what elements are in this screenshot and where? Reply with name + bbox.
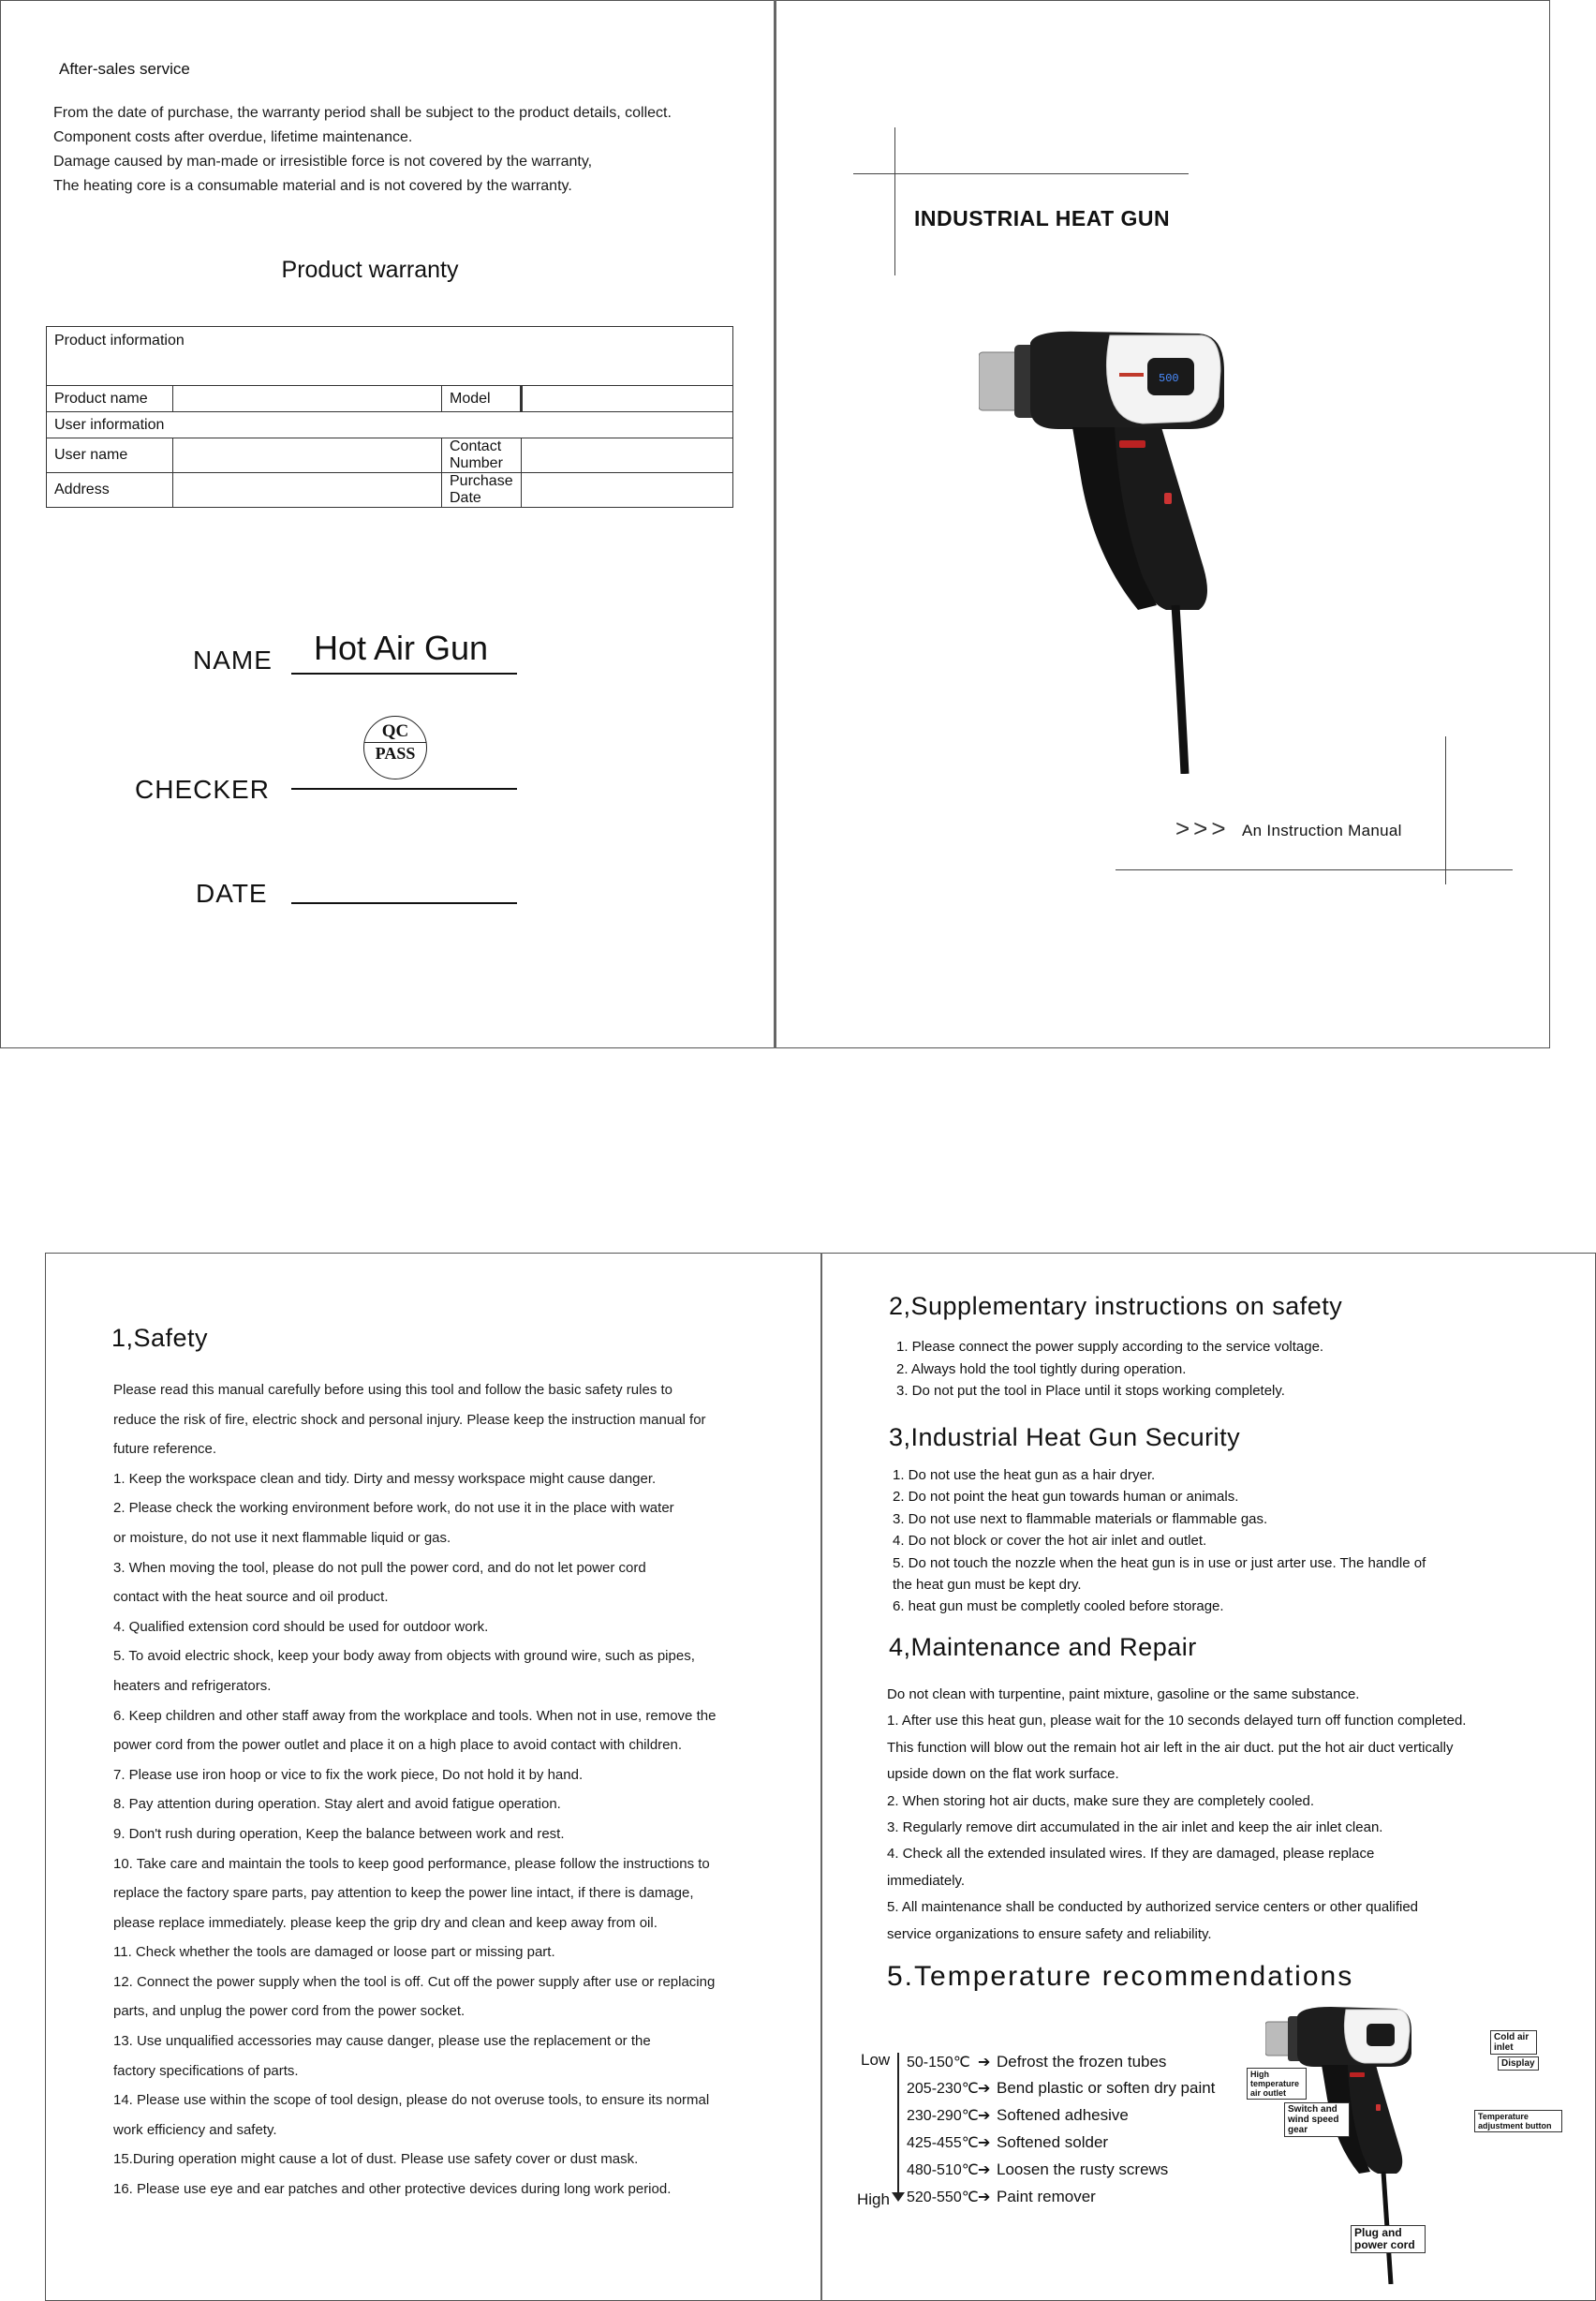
checker-line <box>291 788 517 790</box>
address-label: Address <box>47 473 173 508</box>
arrow-icon: ➔ <box>978 2162 991 2178</box>
temp-button <box>1164 493 1172 504</box>
temp-row: 425-455℃➔ Softened solder <box>907 2133 1109 2151</box>
switch-gear-callout: Switch and wind speed gear <box>1284 2102 1350 2137</box>
fold-line-top <box>774 0 776 1048</box>
display-panel <box>1367 2024 1395 2046</box>
after-sales-text: From the date of purchase, the warranty period shall be subject to the product details, collect. Component costs after overdue, lifetime maintenance. Damage caused by man-made or irresistible force is not covered by the warranty, The heating core is a consumable material and is not covered by the warranty. <box>53 105 672 194</box>
safety-title: 1,Safety <box>111 1324 209 1352</box>
pass-text: PASS <box>375 744 416 763</box>
safety-line: power cord from the power outlet and place it on a high place to avoid contact with children. <box>113 1737 683 1754</box>
trigger-switch <box>1119 440 1145 448</box>
maintenance-text: Do not clean with turpentine, paint mixture, gasoline or the same substance. 1. After use this heat gun, please wait for the 10 seconds delayed turn off function completed. This function will blow out the remain hot air left in the air duct. put the hot air duct vertically upside down on the flat work surface. 2. When storing hot air ducts, make sure they are completely cooled. 3. Regularly remove dirt accumulated in the air inlet and keep the air inlet clean. 4. Check all the extended insulated wires. If they are damaged, please replace immediately. 5. All maintenance shall be conducted by authorized service centers or other qualified service organizations to ensure safety and reliability. <box>887 1686 1467 1942</box>
temp-row: 520-550℃➔ Paint remover <box>907 2188 1096 2205</box>
scale-arrow-icon <box>892 2192 905 2202</box>
supplementary-title: 2,Supplementary instructions on safety <box>889 1292 1343 1320</box>
safety-line: 5. To avoid electric shock, keep your body away from objects with ground wire, such as pipes, <box>113 1648 695 1665</box>
safety-line: 11. Check whether the tools are damaged or loose part or missing part. <box>113 1944 555 1961</box>
maintenance-title: 4,Maintenance and Repair <box>889 1633 1197 1661</box>
safety-line: 16. Please use eye and ear patches and other protective devices during long work period. <box>113 2181 672 2198</box>
user-name-label: User name <box>47 438 173 473</box>
crosshair-v-top <box>894 127 895 275</box>
cover-panel <box>774 0 1550 1048</box>
temp-button <box>1376 2104 1381 2111</box>
safety-line: 15.During operation might cause a lot of dust. Please use safety cover or dust mask. <box>113 2151 639 2168</box>
power-cord <box>1175 605 1185 774</box>
warranty-title: Product warranty <box>281 257 459 283</box>
temp-row: 480-510℃➔ Loosen the rusty screws <box>907 2160 1169 2178</box>
user-information-cell: User information <box>47 412 733 438</box>
safety-line: 10. Take care and maintain the tools to keep good performance, please follow the instructions to <box>113 1855 710 1872</box>
temp-row: 230-290℃➔ Softened adhesive <box>907 2106 1129 2124</box>
crosshair-h-top <box>853 173 1189 174</box>
warranty-table <box>46 326 733 508</box>
name-value: Hot Air Gun <box>314 629 489 667</box>
temperature-scale-line <box>897 2053 899 2197</box>
high-temp-outlet-callout: High temperature air outlet <box>1247 2068 1307 2100</box>
product-name-label: Product name <box>47 386 173 412</box>
arrow-icon: ➔ <box>978 2190 991 2205</box>
after-sales-title: After-sales service <box>59 60 190 78</box>
display-reading: 500 <box>1159 372 1179 385</box>
crosshair-h-bottom <box>1116 869 1513 870</box>
arrow-icon: ➔ <box>978 2055 991 2071</box>
safety-line: 9. Don't rush during operation, Keep the balance between work and rest. <box>113 1825 565 1842</box>
low-label: Low <box>861 2051 891 2069</box>
fold-line-bottom <box>820 1253 822 2301</box>
high-label: High <box>857 2190 890 2208</box>
qc-text: QC <box>381 721 409 741</box>
crosshair-v-bottom <box>1445 736 1446 884</box>
safety-text <box>113 1375 716 2205</box>
safety-line: 4. Qualified extension cord should be used for outdoor work. <box>113 1618 489 1635</box>
cover-subtitle: An Instruction Manual <box>1242 822 1402 839</box>
safety-line: 1. Keep the workspace clean and tidy. Dirty and messy workspace might cause danger. <box>113 1470 657 1487</box>
date-line <box>291 902 517 904</box>
trigger-switch <box>1350 2072 1365 2077</box>
safety-line: 8. Pay attention during operation. Stay alert and avoid fatigue operation. <box>113 1796 561 1813</box>
arrow-icon: ➔ <box>978 2081 991 2097</box>
safety-line: please replace immediately. please keep the grip dry and clean and keep away from oil. <box>113 1914 658 1931</box>
name-line <box>291 673 517 675</box>
address-field[interactable] <box>173 473 442 508</box>
safety-line: 13. Use unqualified accessories may cause danger, please use the replacement or the <box>113 2033 651 2050</box>
safety-line: contact with the heat source and oil product. <box>113 1589 389 1606</box>
purchase-date-label: Purchase Date <box>442 473 522 508</box>
cold-air-inlet-callout: Cold air inlet <box>1490 2030 1537 2055</box>
safety-line: 3. When moving the tool, please do not pull the power cord, and do not let power cord <box>113 1559 646 1576</box>
date-label: DATE <box>196 879 268 908</box>
heat-gun-image <box>979 324 1232 774</box>
model-field[interactable] <box>521 386 732 412</box>
security-title: 3,Industrial Heat Gun Security <box>889 1423 1241 1451</box>
plug-callout: Plug and power cord <box>1351 2225 1426 2253</box>
safety-line: parts, and unplug the power cord from the power socket. <box>113 2003 466 2020</box>
cover-title: INDUSTRIAL HEAT GUN <box>914 206 1171 230</box>
checker-label: CHECKER <box>135 775 270 804</box>
safety-line: factory specifications of parts. <box>113 2062 299 2079</box>
safety-line: Please read this manual carefully before using this tool and follow the basic safety rules to <box>113 1382 672 1398</box>
contact-number-label: Contact Number <box>442 438 522 473</box>
safety-line: future reference. <box>113 1441 217 1458</box>
safety-line: reduce the risk of fire, electric shock and personal injury. Please keep the instruction manual for <box>113 1411 706 1428</box>
name-label: NAME <box>193 646 273 675</box>
purchase-date-field[interactable] <box>521 473 732 508</box>
safety-line: 14. Please use within the scope of tool design, please do not overuse tools, to ensure its normal <box>113 2092 710 2109</box>
temp-button-callout: Temperature adjustment button <box>1474 2110 1562 2132</box>
temperature-title: 5.Temperature recommendations <box>887 1961 1354 1992</box>
safety-line: or moisture, do not use it next flammable liquid or gas. <box>113 1529 451 1546</box>
safety-line: work efficiency and safety. <box>113 2121 277 2138</box>
safety-line: heaters and refrigerators. <box>113 1677 272 1694</box>
safety-line: 12. Connect the power supply when the tool is off. Cut off the power supply after use or replacing <box>113 1973 716 1990</box>
model-label: Model <box>442 386 522 412</box>
safety-line: 7. Please use iron hoop or vice to fix the work piece, Do not hold it by hand. <box>113 1766 584 1783</box>
supplementary-text: 1. Please connect the power supply according to the service voltage. 2. Always hold the tool tightly during operation. 3. Do not put the tool in Place until it stops working completely. <box>896 1339 1324 1399</box>
qc-divider <box>364 742 426 743</box>
arrow-icon: ➔ <box>978 2108 991 2124</box>
qc-pass-stamp <box>363 716 427 779</box>
temp-row: 50-150℃ ➔ Defrost the frozen tubes <box>907 2053 1167 2071</box>
contact-number-field[interactable] <box>521 438 732 473</box>
brand-strip <box>1119 373 1144 377</box>
user-name-field[interactable] <box>173 438 442 473</box>
warranty-panel <box>0 0 776 1048</box>
safety-line: 2. Please check the working environment before work, do not use it in the place with water <box>113 1500 674 1517</box>
safety-line: 6. Keep children and other staff away from the workplace and tools. When not in use, remove the <box>113 1707 717 1724</box>
arrow-icon: ➔ <box>978 2135 991 2151</box>
safety-panel <box>45 1253 822 2301</box>
product-name-field[interactable] <box>173 386 442 412</box>
display-callout: Display <box>1498 2056 1539 2071</box>
safety-line: replace the factory spare parts, pay attention to keep the power line intact, if there is damage, <box>113 1885 694 1902</box>
instructions-panel <box>820 1253 1596 2301</box>
security-text: 1. Do not use the heat gun as a hair dryer. 2. Do not point the heat gun towards human or animals. 3. Do not use next to flammable materials or flammable gas. 4. Do not block or cover the hot air inlet and outlet. 5. Do not touch the nozzle when the heat gun is in use or just arter use. The handle of the heat gun must be kept dry. 6. heat gun must be completly cooled before storage. <box>893 1467 1426 1615</box>
product-information-cell: Product information <box>47 327 733 386</box>
chevrons: >>> <box>1175 814 1230 842</box>
temp-row: 205-230℃➔ Bend plastic or soften dry paint <box>907 2079 1216 2097</box>
